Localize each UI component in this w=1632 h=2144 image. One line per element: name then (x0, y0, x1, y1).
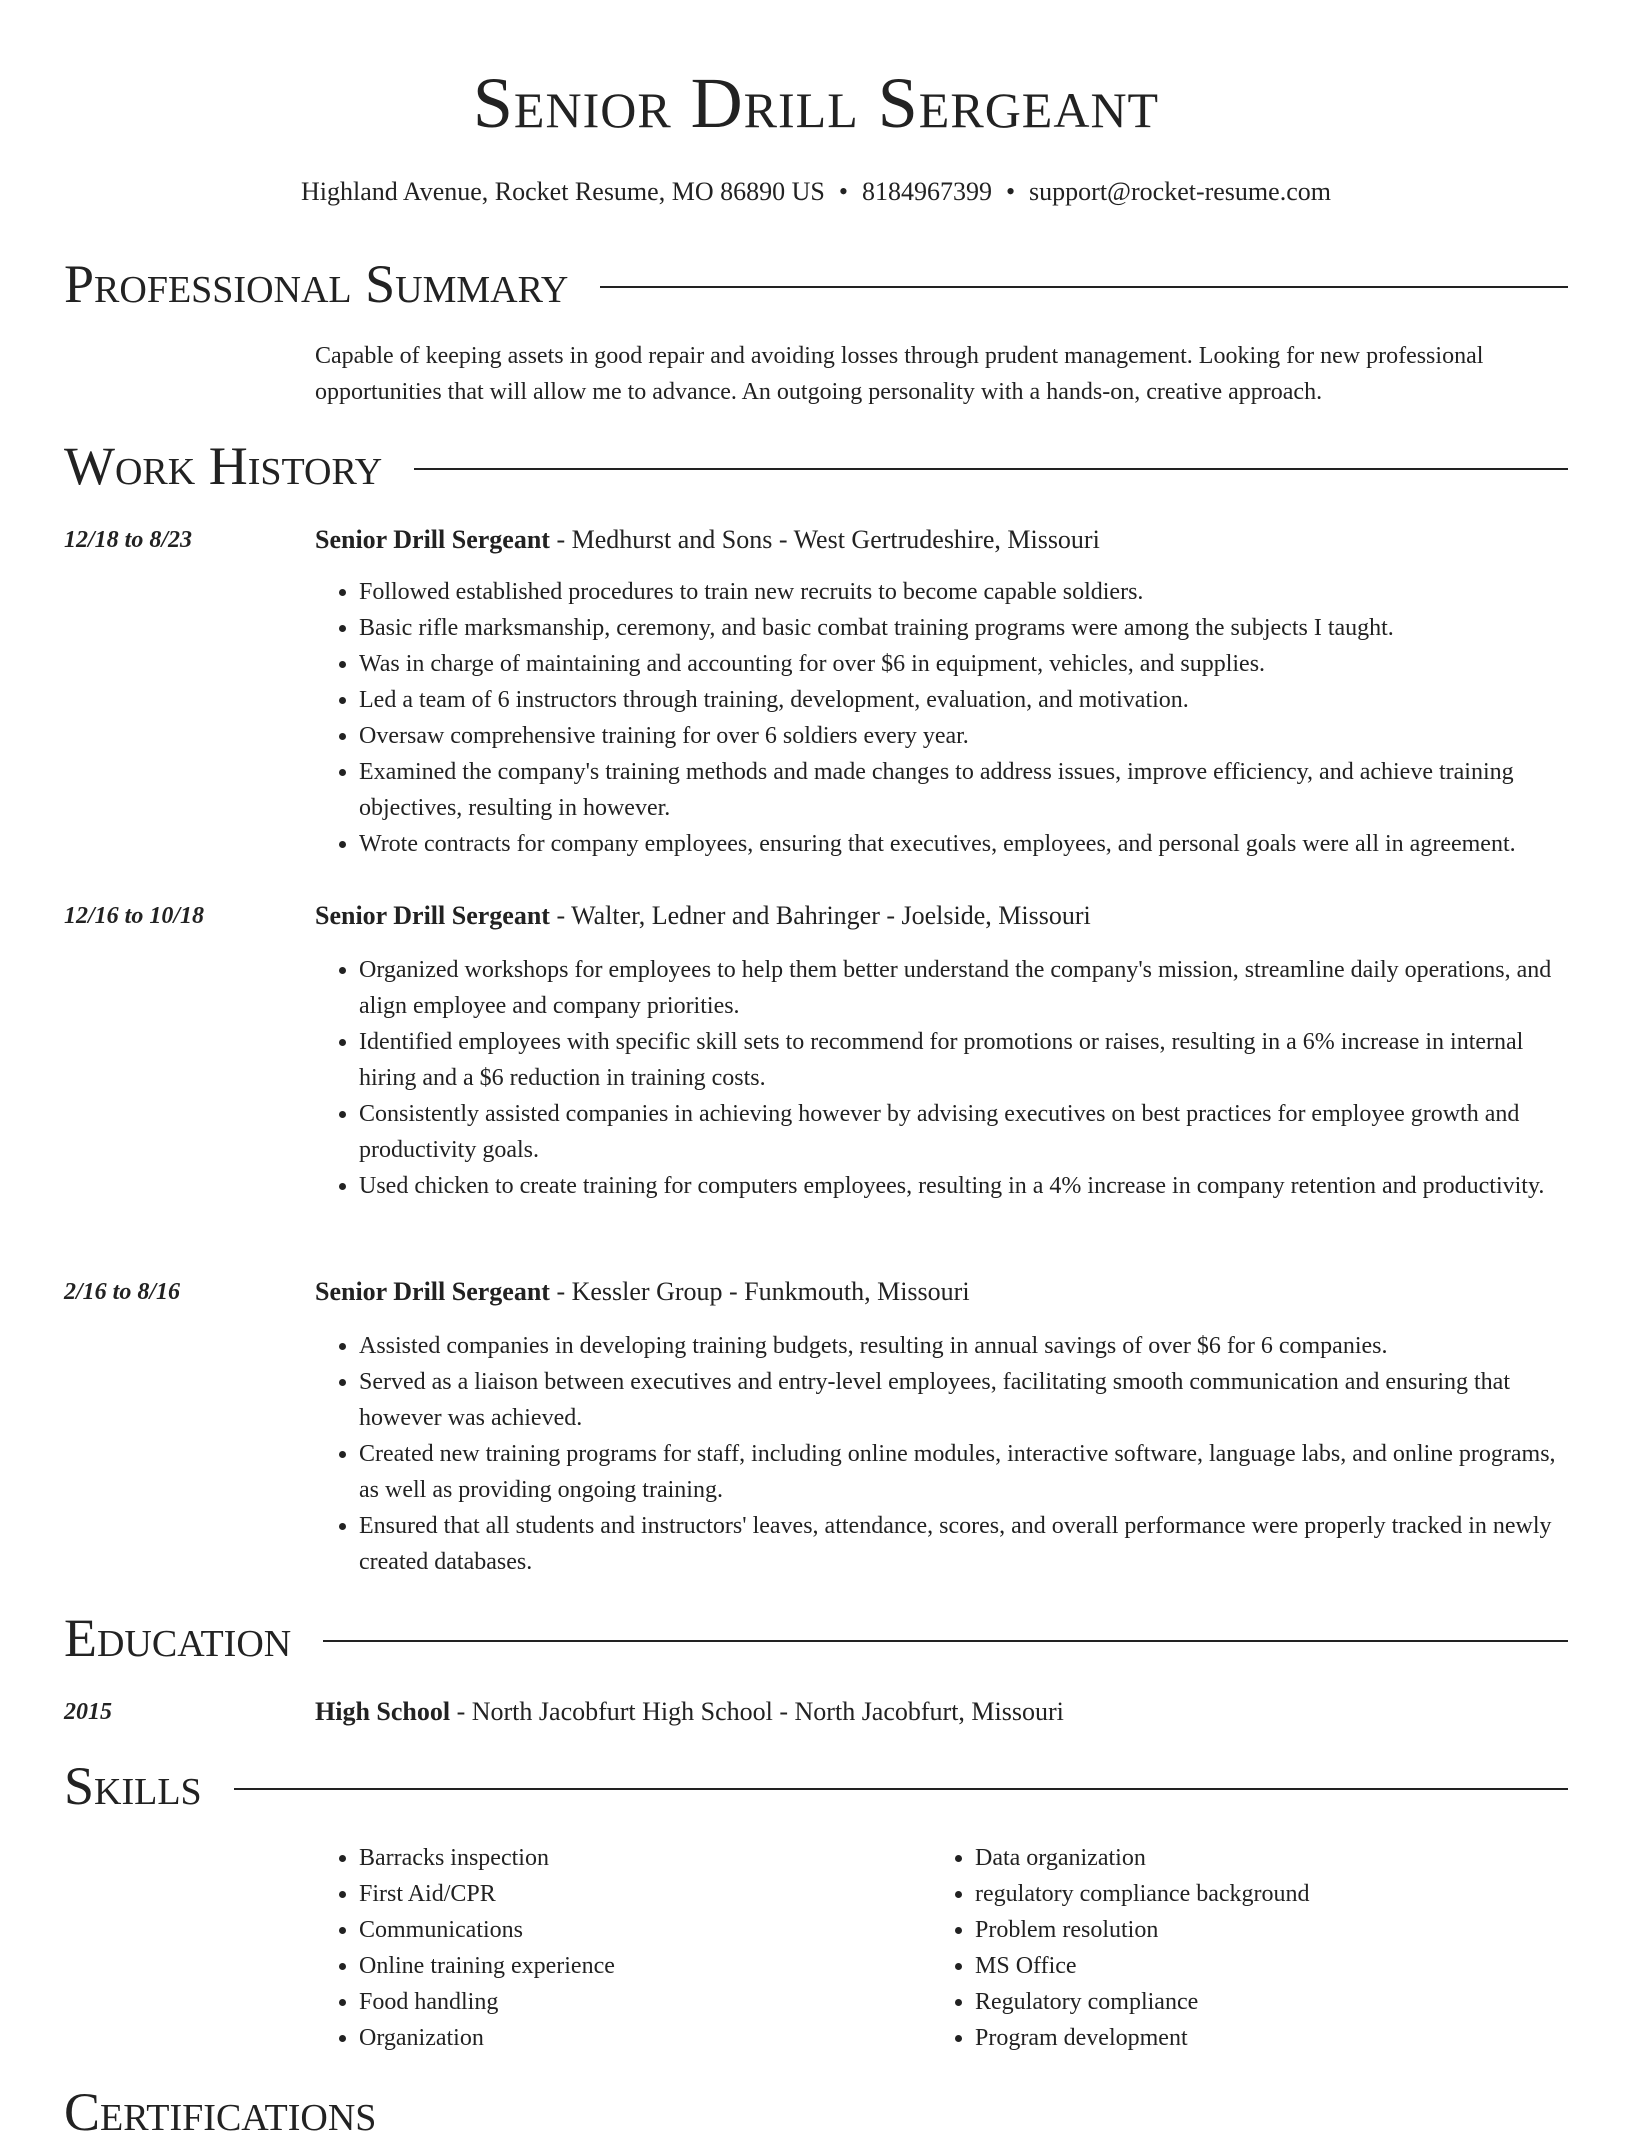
list-item: • Oversaw comprehensive training for over 6 soldiers every year. (359, 718, 1568, 754)
list-item: • Organization (359, 2020, 915, 2056)
education-school: - North Jacobfurt High School - North Jacobfurt, Missouri (450, 1697, 1064, 1726)
job-dates: 12/18 to 8/23 (64, 527, 193, 553)
skills-list (315, 1840, 1568, 2060)
job-role: Senior Drill Sergeant (315, 525, 550, 554)
contact-separator: • (838, 177, 848, 206)
job-employer: - Walter, Ledner and Bahringer - Joelside, Missouri (549, 901, 1091, 930)
certifications-section-header (64, 2080, 1568, 2144)
contact-line (64, 174, 1568, 210)
list-item: • regulatory compliance background (975, 1876, 1531, 1912)
section-divider (323, 1640, 1568, 1642)
education-year: 2015 (64, 1699, 112, 1725)
contact-email: support@rocket-resume.com (1029, 177, 1331, 206)
job-role: Senior Drill Sergeant (315, 1277, 550, 1306)
job-dates: 2/16 to 8/16 (64, 1279, 181, 1305)
list-item: • Problem resolution (975, 1912, 1531, 1948)
contact-separator: • (1005, 177, 1016, 206)
skills-column-left (315, 1840, 915, 2056)
section-title-certifications: Certifications (64, 2082, 377, 2142)
job-heading (315, 898, 1091, 934)
list-item: • Used chicken to create training for computers employees, resulting in a 4% increase in company retention and productivity. (359, 1168, 1568, 1204)
list-item: • Ensured that all students and instructors' leaves, attendance, scores, and overall performance were properly tracked in newly created databases. (359, 1508, 1568, 1580)
list-item: • Was in charge of maintaining and accounting for over $6 in equipment, vehicles, and supplies. (359, 646, 1568, 682)
job-heading (315, 1274, 970, 1310)
list-item: • Examined the company's training methods and made changes to address issues, improve efficiency, and achieve training objectives, resulting in however. (359, 754, 1568, 826)
job-dates: 12/16 to 10/18 (64, 903, 205, 929)
job-bullets (315, 574, 1568, 862)
section-divider (414, 468, 1568, 470)
job-heading (315, 522, 1100, 558)
job-employer: - Kessler Group - Funkmouth, Missouri (549, 1277, 970, 1306)
section-title-summary: Professional Summary (64, 254, 569, 314)
list-item: • Served as a liaison between executives and entry-level employees, facilitating smooth communication and ensuring that however was achieved. (359, 1364, 1568, 1436)
contact-phone: 8184967399 (861, 177, 992, 206)
list-item: • Food handling (359, 1984, 915, 2020)
list-item: • MS Office (975, 1948, 1531, 1984)
summary-text: Capable of keeping assets in good repair and avoiding losses through prudent management. Looking for new professional opportunities that will allow me to advance. An outgoing personality with a hands-on, creative approach. (315, 343, 1484, 405)
job-bullets (315, 952, 1568, 1204)
candidate-name: Senior Drill Sergeant (472, 63, 1160, 143)
list-item: • Data organization (975, 1840, 1531, 1876)
education-degree: High School (315, 1697, 451, 1726)
list-item: • Followed established procedures to train new recruits to become capable soldiers. (359, 574, 1568, 610)
list-item: • Barracks inspection (359, 1840, 915, 1876)
list-item: • First Aid/CPR (359, 1876, 915, 1912)
section-divider (234, 1788, 1568, 1790)
job-role: Senior Drill Sergeant (315, 901, 550, 930)
list-item: • Wrote contracts for company employees, ensuring that executives, employees, and personal goals were all in agreement. (359, 826, 1568, 862)
list-item: • Led a team of 6 instructors through training, development, evaluation, and motivation. (359, 682, 1568, 718)
list-item: • Basic rifle marksmanship, ceremony, and basic combat training programs were among the subjects I taught. (359, 610, 1568, 646)
contact-address: Highland Avenue, Rocket Resume, MO 86890 US (301, 177, 825, 206)
list-item: • Program development (975, 2020, 1531, 2056)
skills-section-header (64, 1754, 1568, 1818)
education-heading (315, 1694, 1064, 1730)
list-item: • Organized workshops for employees to help them better understand the company's mission, streamline daily operations, and align employee and company priorities. (359, 952, 1568, 1024)
skills-column-right (931, 1840, 1531, 2056)
list-item: • Regulatory compliance (975, 1984, 1531, 2020)
job-bullets (315, 1328, 1568, 1580)
list-item: • Created new training programs for staff, including online modules, interactive software, language labs, and online programs, as well as providing ongoing training. (359, 1436, 1568, 1508)
list-item: • Assisted companies in developing training budgets, resulting in annual savings of over $6 for 6 companies. (359, 1328, 1568, 1364)
summary-section-header (64, 252, 1568, 316)
section-title-work: Work History (64, 436, 383, 496)
list-item: • Consistently assisted companies in achieving however by advising executives on best practices for employee growth and productivity goals. (359, 1096, 1568, 1168)
education-section-header (64, 1606, 1568, 1670)
list-item: • Identified employees with specific skill sets to recommend for promotions or raises, resulting in a 6% increase in internal hiring and a $6 reduction in training costs. (359, 1024, 1568, 1096)
section-divider (600, 286, 1568, 288)
work-section-header (64, 434, 1568, 498)
list-item: • Communications (359, 1912, 915, 1948)
section-title-skills: Skills (64, 1756, 202, 1816)
section-title-education: Education (64, 1608, 292, 1668)
list-item: • Online training experience (359, 1948, 915, 1984)
job-employer: - Medhurst and Sons - West Gertrudeshire, Missouri (549, 525, 1100, 554)
